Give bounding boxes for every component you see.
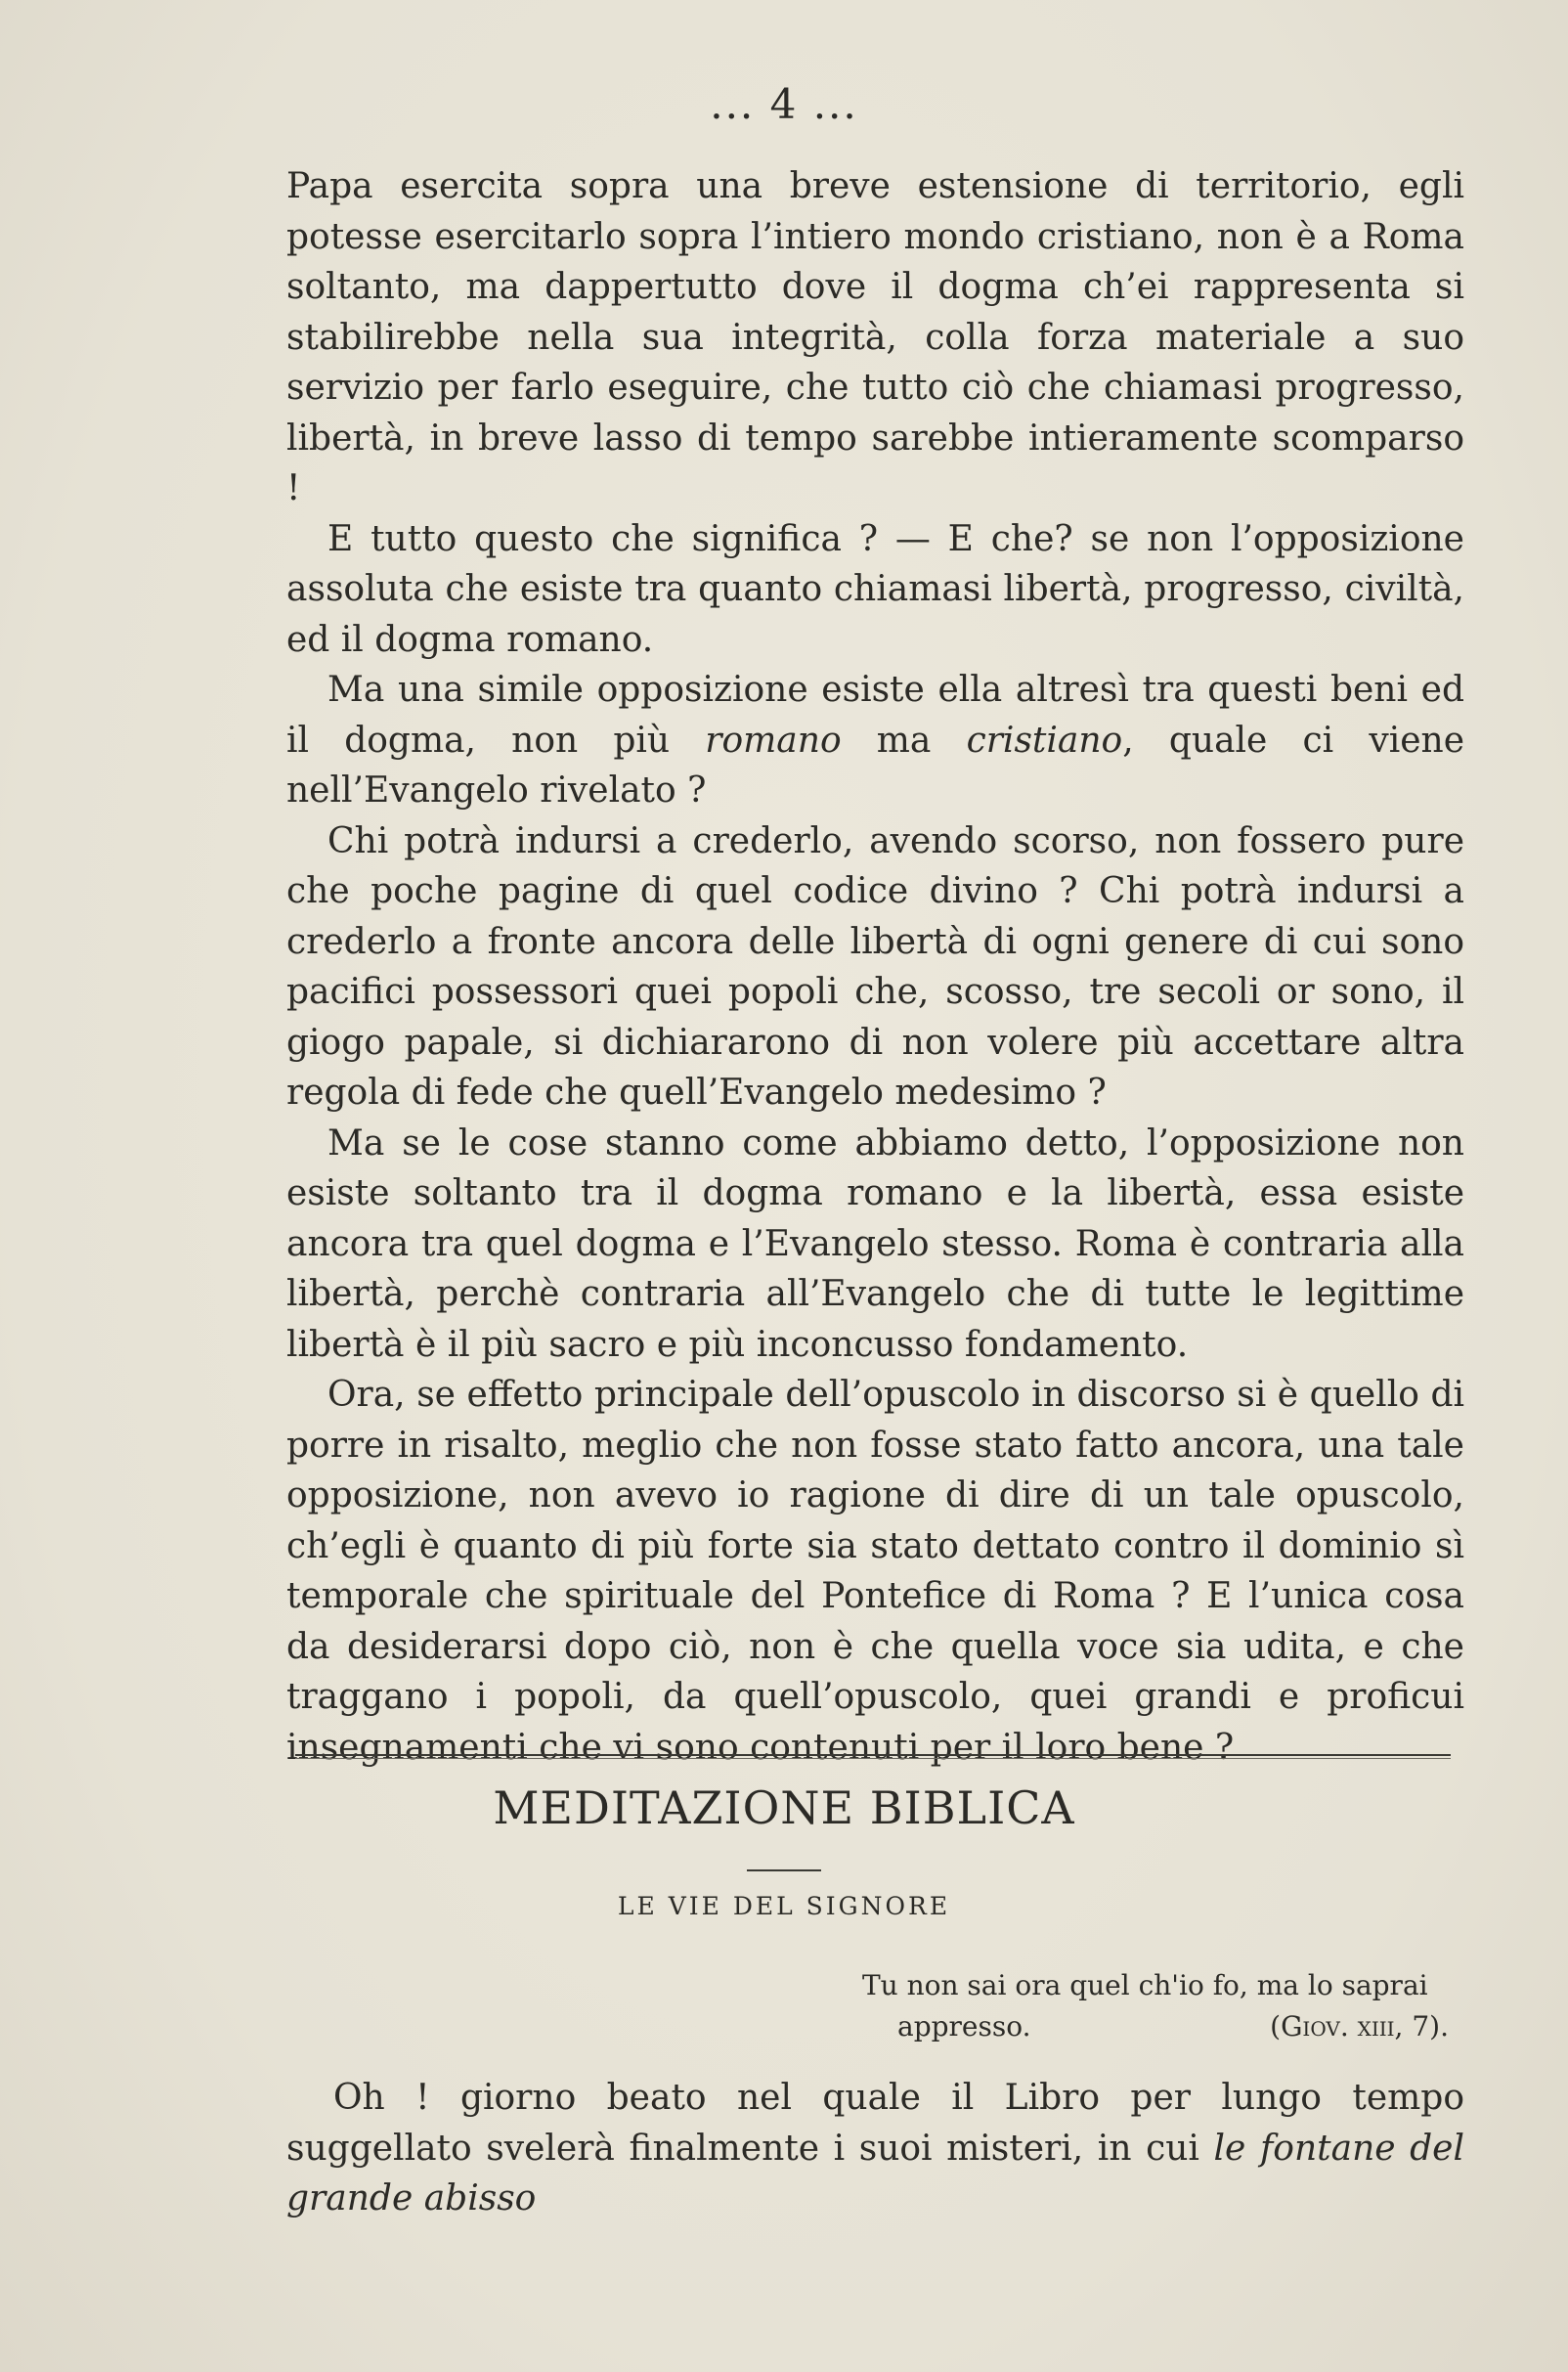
title-underline: [747, 1869, 821, 1871]
text-segment: Oh ! giorno beato nel quale il Libro per lungo tempo suggellato svelerà finalmente i suoi misteri, in cui: [286, 2078, 1464, 2169]
text-segment: Ma se le cose stanno come abbiamo detto, l’opposizione non esiste soltanto tra il dogma romano e la libertà, essa esiste ancora tra quel dogma e l’Evangelo stesso. Roma è contraria alla libertà, perchè contraria all’Evangelo che di tutte le legittime libertà è il più sacro e più inconcusso fondamento.: [286, 1122, 1464, 1365]
epigraph-line-2: [862, 2006, 1468, 2047]
epigraph-reference: (Giov. xiii, 7).: [1270, 2010, 1449, 2043]
text-segment: Chi potrà indursi a crederlo, avendo scorso, non fossero pure che poche pagine di quel codice divino ? Chi potrà indursi a crederlo a fronte ancora delle libertà di ogni genere di cui sono pacifici possessori quei popoli che, scosso, tre secoli or sono, il giogo papale, si dichiararono di non volere più accettare altra regola di fede che quell’Evangelo medesimo ?: [286, 820, 1464, 1113]
paragraph-5: [286, 1119, 1464, 1371]
epigraph-line-text: appresso.: [897, 2010, 1031, 2043]
text-segment: ma: [841, 720, 967, 761]
italic-phrase: le fontane del grande abisso: [286, 2128, 1465, 2218]
page-number: ... 4 ...: [710, 80, 858, 128]
paragraph-6: [286, 1370, 1464, 1773]
epigraph-line: Tu non sai ora quel ch'io fo, ma lo saprai: [862, 1969, 1428, 2001]
paragraph-final: [286, 2073, 1464, 2224]
text-segment: , quale ci viene nell’Evangelo rivelato ?: [286, 720, 1464, 811]
italic-term: romano: [705, 720, 842, 761]
text-segment: Ora, se effetto principale dell’opuscolo in discorso si è quello di porre in risalto, meglio che non fosse stato fatto ancora, una tale opposizione, non avevo io ragione di dire di un tale opuscolo, ch’egli è quanto di più forte sia stato dettato contro il dominio sì temporale che spirituale del Pontefice di Roma ? E l’unica cosa da desiderarsi dopo ciò, non è che quella voce sia udita, e che traggano i popoli, da quell’opuscolo, quei grandi e proficui insegnamenti che vi sono contenuti per il loro bene ?: [286, 1375, 1464, 1768]
text-segment: Ma una simile opposizione esiste ella altresì tra questi beni ed il dogma, non più: [286, 670, 1464, 761]
paragraph-1: [286, 161, 1464, 514]
paragraph-4: [286, 816, 1464, 1119]
paragraph-3: [286, 665, 1464, 816]
section-subtitle: LE VIE DEL SIGNORE: [617, 1892, 951, 1920]
section-divider: [295, 1754, 1451, 1756]
text-segment: E tutto questo che significa ? — E che? se non l’opposizione assoluta che esiste tra quanto chiamasi libertà, progresso, civiltà, ed il dogma romano.: [286, 518, 1464, 660]
meditation-text: [286, 2073, 1464, 2224]
epigraph: [862, 1965, 1468, 2047]
text-segment: Papa esercita sopra una breve estensione di territorio, egli potesse esercitarlo sopra l’intiero mondo cristiano, non è a Roma soltanto, ma dappertutto dove il dogma ch’ei rappresenta si stabilirebbe nella sua integrità, colla forza materiale a suo servizio per farlo eseguire, che tutto ciò che chiamasi progresso, libertà, in breve lasso di tempo sarebbe intieramente scomparso !: [286, 166, 1464, 508]
paragraph-2: [286, 514, 1464, 666]
italic-term: cristiano: [966, 720, 1123, 761]
section-title: MEDITAZIONE BIBLICA: [493, 1781, 1075, 1834]
body-text: [286, 161, 1464, 1773]
